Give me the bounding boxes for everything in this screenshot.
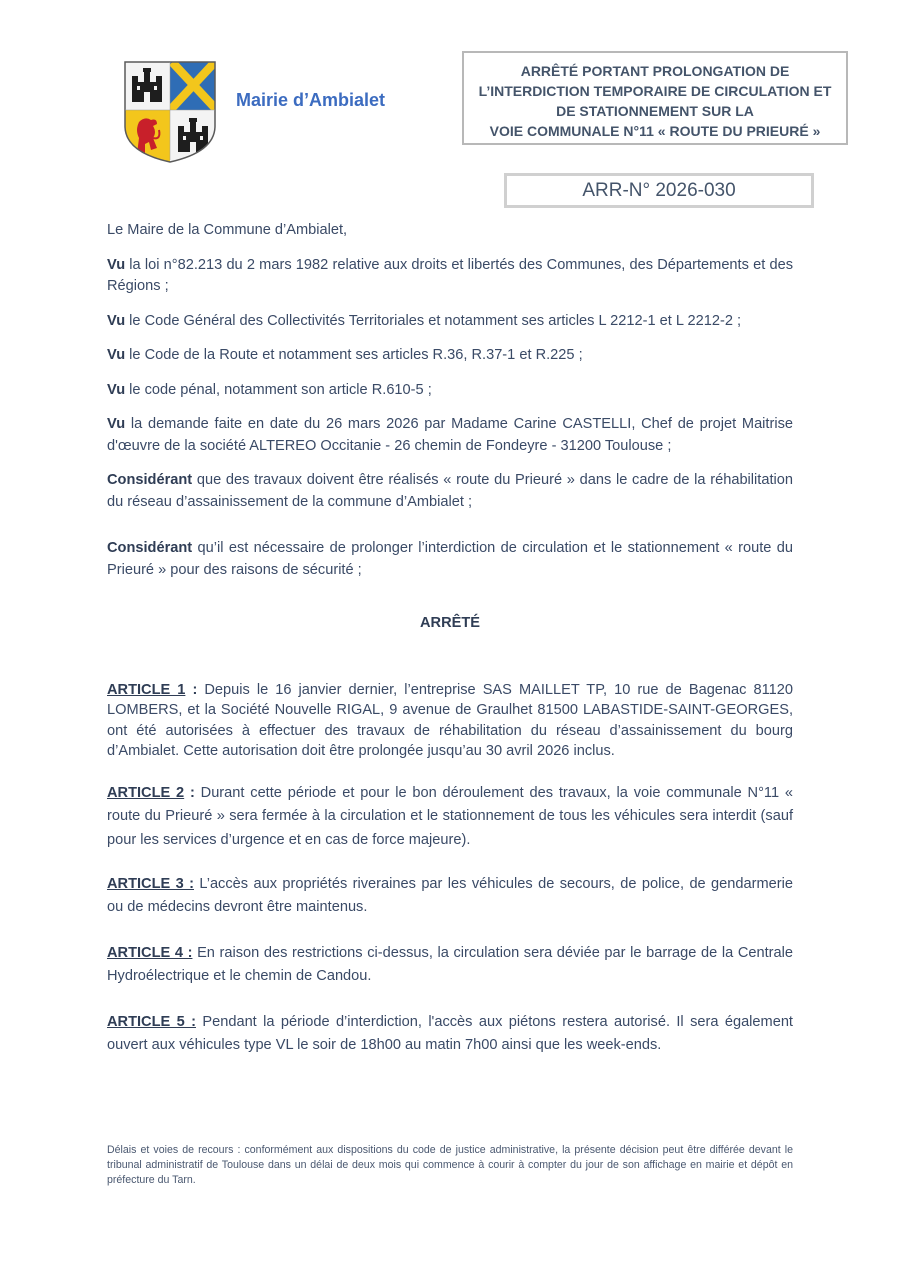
vu-paragraph — [107, 345, 793, 367]
vu-text: la loi n°82.213 du 2 mars 1982 relative aux droits et libertés des Communes, des Départements et des Régions ; — [107, 256, 793, 294]
considerant-paragraph — [107, 538, 793, 581]
vu-label: Vu — [107, 416, 126, 432]
considerant-paragraph — [107, 470, 793, 513]
article-colon: : — [185, 681, 198, 698]
reference-number: ARR-N° 2026-030 — [504, 173, 814, 208]
vu-paragraph — [107, 255, 793, 298]
article-text: Durant cette période et pour le bon déroulement des travaux, la voie communale N°11 « route du Prieuré » sera fermée à la circulation et le stationnement de tous les véhicules sera interdit (sauf pour les services d’urgence et en cas de force majeure). — [107, 784, 793, 848]
coat-of-arms-logo — [123, 60, 217, 164]
vu-paragraph — [107, 380, 793, 402]
article-2 — [107, 782, 793, 853]
title-line: ARRÊTÉ PORTANT PROLONGATION DE — [520, 63, 790, 79]
vu-label: Vu — [107, 381, 126, 398]
vu-label: Vu — [107, 312, 126, 329]
article-text: L’accès aux propriétés riveraines par les véhicules de secours, de police, de gendarmerie ou de médecins devront être maintenus. — [107, 876, 793, 915]
article-label: ARTICLE 1 — [107, 681, 186, 698]
article-text: En raison des restrictions ci-dessus, la circulation sera déviée par le barrage de la Centrale Hydroélectrique et le chemin de Candou. — [107, 945, 794, 984]
vu-text: le code pénal, notamment son article R.610-5 ; — [125, 381, 432, 398]
vu-text: le Code de la Route et notamment ses articles R.36, R.37-1 et R.225 ; — [125, 347, 583, 363]
article-text: Pendant la période d’interdiction, l'accès aux piétons restera autorisé. Il sera également ouvert aux véhicules type VL le soir de 18h00 au matin 7h00 ainsi que les week-ends. — [107, 1014, 793, 1053]
article-3 — [107, 873, 793, 919]
article-label: ARTICLE 2 — [107, 784, 185, 801]
document-body — [107, 220, 793, 1080]
vu-text: le Code Général des Collectivités Territoriales et notamment ses articles L 2212-1 et L 2212-2 ; — [125, 312, 742, 329]
title-line: VOIE COMMUNALE N°11 « ROUTE DU PRIEURÉ » — [489, 123, 821, 139]
article-1 — [107, 680, 793, 762]
article-4 — [107, 942, 793, 988]
arrete-title-box — [462, 51, 848, 145]
vu-label: Vu — [107, 347, 126, 363]
considerant-text: que des travaux doivent être réalisés « route du Prieuré » dans le cadre de la réhabilitation du réseau d’assainissement de la commune d’Ambialet ; — [107, 472, 793, 510]
vu-text: la demande faite en date du 26 mars 2026 par Madame Carine CASTELLI, Chef de projet Maitrise d'œuvre de la société ALTEREO Occitanie - 26 chemin de Fondeyre - 31200 Toulouse ; — [107, 416, 793, 454]
considerant-text: qu’il est nécessaire de prolonger l’interdiction de circulation et le stationnement « route du Prieuré » pour des raisons de sécurité ; — [107, 540, 793, 578]
vu-label: Vu — [107, 256, 126, 273]
mairie-name: Mairie d’Ambialet — [236, 90, 386, 110]
article-label: ARTICLE 4 : — [107, 945, 193, 961]
arrete-heading: ARRÊTÉ — [420, 615, 480, 631]
intro-line: Le Maire de la Commune d’Ambialet, — [107, 222, 348, 238]
article-label: ARTICLE 3 : — [107, 876, 194, 892]
vu-paragraph — [107, 414, 793, 457]
article-label: ARTICLE 5 : — [107, 1014, 196, 1030]
vu-paragraph — [107, 311, 793, 333]
article-5 — [107, 1011, 793, 1057]
article-colon: : — [184, 784, 195, 801]
title-line: L’INTERDICTION TEMPORAIRE DE CIRCULATION ET — [478, 83, 832, 99]
considerant-label: Considérant — [107, 540, 193, 556]
article-text: Depuis le 16 janvier dernier, l’entreprise SAS MAILLET TP, 10 rue de Bagenac 81120 LOMBERS, et la Société Nouvelle RIGAL, 9 avenue de Graulhet 81500 LABASTIDE-SAINT-GEORGES, ont été autorisées à effectuer des travaux de réhabilitation du réseau d’assainissement du bourg d’Ambialet. Cette autorisation doit être prolongée jusqu’au 30 avril 2026 inclus. — [107, 681, 793, 759]
title-line: DE STATIONNEMENT SUR LA — [556, 103, 754, 119]
considerant-label: Considérant — [107, 472, 193, 488]
appeal-notice-footer: Délais et voies de recours : conformément aux dispositions du code de justice administrative, la présente décision peut être différée devant le tribunal administratif de Toulouse dans un délai de deux mois qui commence à courir à compter du jour de son affichage en mairie et dépôt en préfecture du Tarn. — [107, 1144, 793, 1186]
